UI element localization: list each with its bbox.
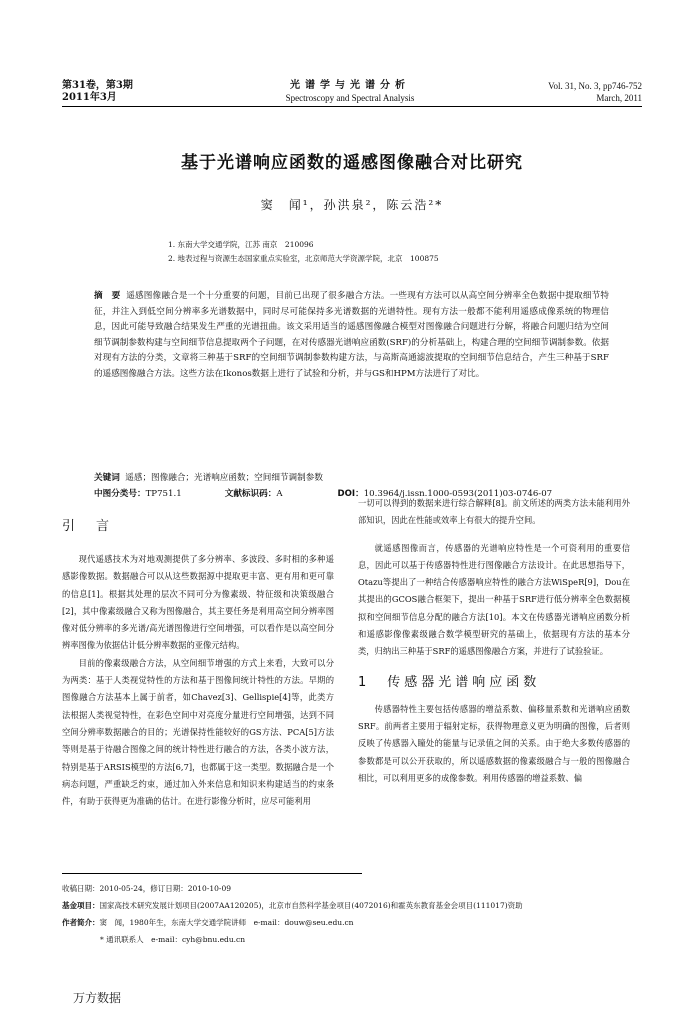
clc-label: 中图分类号： (94, 489, 146, 499)
corresponding-author: * 通讯联系人 e-mail：cyh@bnu.edu.cn (100, 935, 246, 944)
intro-paragraph-2: 目前的像素级融合方法，从空间细节增强的方式上来看，大致可以分为两类：基于人类视觉特性的方法和基于图像间统计特性的方法。早期的图像融合方法基本上属于前者，如Chavez[3]、Gellispie[4]等，此类方法根据人类视觉特性，在彩色空间中对亮度分量进行空间增强，达到不同空间分辨率数据融合的目的；光谱保持性能较好的GS方法、PCA[5]方法等则是基于待融合图像之间的统计特性进行融合的方法，各类小波方法，特别是基于ARSIS模型的方法[6,7]，也都属于这一类型。数据融合是一个病态问题，严重缺乏约束，通过加入外来信息和知识来构建适当的约束条件，有助于获得更为准确的估计。在进行影像分析时，应尽可能利用 (62, 657, 334, 807)
intro-paragraph-1: 现代遥感技术为对地观测提供了多分辨率、多波段、多时相的多种遥感影像数据。数据融合可以从这些数据源中提取更丰富、更有用和更可靠的信息[1]。根据其处理的层次不同可分为像素级、特征级和决策级融合[2]，其中像素级融合又称为图像融合，其主要任务是利用高空间分辨率图像对低分辨率的多光谱/高光谱图像进行空间增强，可以看作是以高空间分辨率图像为依据估计低分辨率数据的亚像元结构。 (62, 554, 334, 651)
abstract-label: 摘 要 (94, 291, 121, 301)
keywords-row (94, 470, 609, 486)
right-paragraph-1: 一切可以得到的数据来进行综合解释[8]。前文所述的两类方法未能利用外部知识，因此在性能或效率上有很大的提升空间。 (358, 498, 630, 526)
journal-title-en: Spectroscopy and Spectral Analysis (285, 93, 415, 103)
fund-text: 国家高技术研究发展计划项目(2007AA120205)，北京市自然科学基金项目(4072016)和霍英东教育基金会项目(111017)资助 (99, 901, 523, 910)
keywords-text: 遥感；图像融合；光谱响应函数；空间细节调制参数 (125, 473, 323, 483)
abstract-text: 遥感图像融合是一个十分重要的问题，目前已出现了很多融合方法。一些现有方法可以从高空间分辨率全色数据中提取细节特征，并注入到低空间分辨率多光谱数据中，同时尽可能保持多光谱数据的光谱特性。现有方法一般都不能利用遥感成像系统的物理信息，因此可能导致融合结果发生严重的光谱扭曲。该文采用适当的遥感图像融合模型对图像融合问题进行分解，将融合问题归结为空间细节调制参数构建与空间细节信息提取两个子问题，在对传感器光谱响应函数(SRF)的分析基础上，构建合理的空间细节调制参数。依据对现有方法的分类，文章将三种基于SRF的空间细节调制参数构建方法，与高斯高通滤波提取的空间细节信息结合，产生三种基于SRF的遥感图像融合方法。这些方法在Ikonos数据上进行了试验和分析，并与GS和HPM方法进行了对比。 (94, 291, 609, 379)
intro-heading: 引 言 (62, 519, 114, 534)
right-column (358, 495, 630, 787)
right-paragraph-2: 就遥感图像而言，传感器的光谱响应特性是一个可资利用的重要信息，因此可以基于传感器特性进行图像融合方法设计。在此思想指导下，Otazu等提出了一种结合传感器响应特性的融合方法WiSpeR[9]，Dou在其提出的GCOS融合框架下，提出一种基于SRF进行低分辨率全色数据模拟和空间细节信息分配的融合方法[10]。本文在传感器光谱响应函数分析和遥感影像像素级融合数学模型研究的基础上，依据现有方法的基本分类，归纳出三种基于SRF的遥感图像融合方案，并进行了试验验证。 (358, 542, 630, 657)
header-vol-issue: 第31卷，第3期 (62, 80, 133, 91)
journal-title-cn: 光谱学与光谱分析 (290, 80, 410, 91)
abstract (94, 289, 609, 383)
header-pages (548, 80, 642, 104)
author-bio-text: 窦 闻，1980年生，东南大学交通学院讲师 e-mail：douw@seu.edu.cn (99, 918, 354, 927)
wanfang-watermark: 万方数据 (73, 991, 122, 1005)
doi-label: DOI： (337, 489, 364, 499)
received-date: 收稿日期：2010-05-24，修订日期：2010-10-09 (62, 884, 231, 893)
header-journal (230, 80, 470, 104)
affiliation-1: 1. 东南大学交通学院，江苏 南京 210096 (168, 240, 314, 249)
author-bio (62, 914, 652, 931)
doc-code-label: 文献标识码： (224, 489, 277, 499)
footnote-rule (62, 873, 362, 874)
header-rule (62, 106, 642, 107)
affiliation-2: 2. 地表过程与资源生态国家重点实验室，北京师范大学资源学院，北京 100875 (168, 254, 439, 263)
right-paragraph-3: 传感器特性主要包括传感器的增益系数、偏移量系数和光谱响应函数SRF。前两者主要用于辐射定标，获得物理意义更为明确的图像，后者则反映了传感器入瞳处的能量与记录值之间的关系。由于绝大多数传感器的参数都是可以公开获取的，所以遥感数据的像素级融合与一般的图像融合相比，可以利用更多的成像参数。利用传感器的增益系数、偏 (358, 703, 630, 783)
paper-title: 基于光谱响应函数的遥感图像融合对比研究 (181, 153, 523, 173)
header-vol-pages: Vol. 31, No. 3, pp746-752 (548, 81, 642, 91)
section-1-heading: 1 传感器光谱响应函数 (358, 674, 541, 690)
keywords-label: 关键词 (94, 473, 120, 483)
fund-label: 基金项目： (62, 901, 100, 910)
paper-authors: 窦 闻¹，孙洪泉²，陈云浩²* (260, 198, 444, 212)
header-volume (62, 80, 133, 104)
fund-note (62, 897, 652, 914)
doi-value: 10.3964/j.issn.1000-0593(2011)03-0746-07 (363, 489, 553, 499)
footnotes (62, 880, 652, 948)
header-year-month: 2011年3月 (62, 92, 117, 103)
header-month-year: March, 2011 (596, 93, 642, 103)
clc-value: TP751.1 (145, 489, 182, 499)
author-bio-label: 作者简介： (62, 918, 100, 927)
affiliations (168, 238, 439, 266)
left-column (62, 495, 334, 810)
doc-code-value: A (276, 489, 283, 499)
